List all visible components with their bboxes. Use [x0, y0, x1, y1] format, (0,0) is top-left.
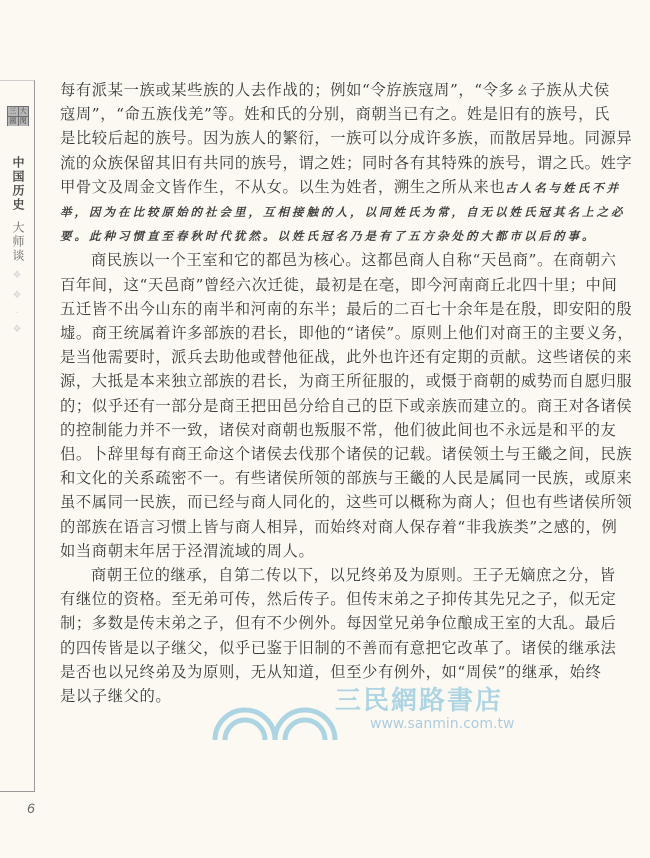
text-line: 寇周”，“命五族伐羌”等。姓和氏的分别，商朝当已有之。姓是旧有的族号，氏	[60, 105, 610, 124]
text-line: 百年间，这“天邑商”曾经六次迁徙，最初是在亳，即今河南商丘北四十里；中间	[60, 275, 618, 294]
annotation-line: 举，因为在比较原始的社会里，互相接触的人，以同姓氏为常，自无以姓氏冠其名上之必	[60, 205, 626, 220]
decoration-icon: ·	[15, 308, 19, 319]
text-line	[60, 175, 622, 200]
decoration-icon: ❖	[12, 324, 22, 335]
text-line: 有继位的资格。至无弟可传，然后传子。但传末弟之子抑传其先兄之子，似无定	[60, 590, 617, 609]
text-line: 的四传皆是以子继父，似乎已鉴于旧制的不善而有意把它改革了。诸侯的继承法	[60, 638, 617, 657]
text-line: 是以子继父的。	[60, 687, 172, 706]
text-line: 的部族在语言习惯上皆与商人相异，而始终对商人保存着“非我族类”之感的，例	[60, 517, 618, 536]
text-line: 如当商朝末年居于泾渭流域的周人。	[60, 541, 315, 560]
annotation-text: 古人名与姓氏不并	[505, 180, 622, 195]
text-line: 的控制能力并不一致，诸侯对商朝也叛服不常，他们彼此间也不永远是和平的友	[60, 420, 617, 439]
text-line: 墟。商王统属着许多部族的君长，即他的“诸侯”。原则上他们对商王的主要义务，	[60, 324, 634, 343]
paragraph-start-line: 商民族以一个王室和它的都邑为核心。这都邑商人自称“天邑商”。在商朝六	[91, 251, 617, 270]
watermark-text: 三民網路書店	[335, 686, 504, 716]
logo-char: 閔	[19, 117, 27, 125]
logo-char: 三	[9, 107, 17, 115]
text-line: 源，大抵是本来独立部族的君长，为商王所征服的，或慑于商朝的威势而自愿归服	[60, 372, 633, 391]
text-line: 和文化的关系疏密不一。有些诸侯所领的部族与王畿的人民是属同一民族，或原来	[60, 469, 633, 488]
text-line: 五迁皆不出今山东的南半和河南的东半；最后的二百七十余年是在殷，即安阳的殷	[60, 299, 633, 318]
decoration-icon: ❖	[12, 290, 22, 301]
series-subtitle: 大师谈	[11, 221, 25, 263]
paragraph-start-line: 商朝王位的继承，自第二传以下，以兄终弟及为原则。王子无嫡庶之分，皆	[91, 566, 616, 585]
text-line: 是否也以兄终弟及为原则，无从知道，但至少有例外，如“周侯”的继承，始终	[60, 662, 602, 681]
page-body-text	[60, 78, 634, 708]
series-title: 中国历史	[11, 156, 25, 212]
text-line: 是当他需要时，派兵去助他或替他征战，此外也许还有定期的贡献。这些诸侯的来	[60, 348, 633, 367]
annotation-line: 要。此种习惯直至春秋时代犹然。以姓氏冠名乃是有了五方杂处的大都市以后的事。	[60, 229, 597, 244]
logo-char: 大	[19, 107, 27, 115]
text-line: 每有派某一族或某些族的人去作战的；例如“令斿族寇周”，“令多ㄠ子族从犬侯	[60, 81, 610, 99]
text-line: 侣。卜辞里每有商王命这个诸侯去伐那个诸侯的记载。诸侯领土与王畿之间，民族	[60, 445, 633, 464]
logo-char: 國	[9, 117, 17, 125]
text-line: 的；似乎还有一部分是商王把田邑分给自己的臣下或亲族而建立的。商王对各诸侯	[60, 396, 633, 415]
text-line: 是比较后起的族号。因为族人的繁衍，一族可以分成许多族，而散居异地。同源异	[60, 129, 633, 148]
text-main: 甲骨文及周金文皆作生，不从女。以生为姓者，溯生之所从来也	[60, 177, 506, 196]
series-logo	[7, 106, 29, 126]
text-line: 虽不属同一民族，而已经与商人同化的，这些可以概称为商人；但也有些诸侯所领	[60, 493, 633, 512]
page-number: 6	[27, 800, 35, 816]
decoration-icon: ❖	[12, 270, 22, 281]
series-side-panel	[0, 80, 35, 792]
watermark-url: www.sanmin.com.tw	[370, 716, 515, 732]
text-line: 制；多数是传末弟之子，但有不少例外。每因堂兄弟争位酿成王室的大乱。最后	[60, 614, 617, 633]
text-line: 流的众族保留其旧有共同的族号，谓之姓；同时各有其特殊的族号，谓之氏。姓字	[60, 153, 633, 172]
